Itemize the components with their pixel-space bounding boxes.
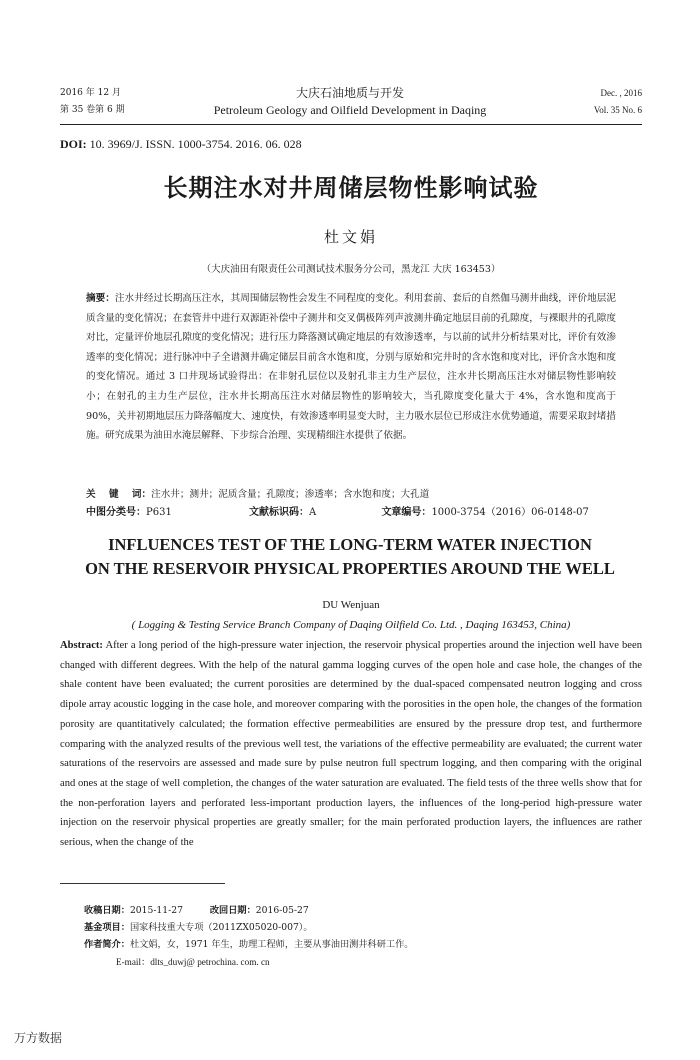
doc-code-value: A <box>309 507 317 518</box>
author-en: DU Wenjuan <box>322 599 380 611</box>
abstract-en-text: After a long period of the high-pressure water injection, the reservoir physical properties around the injection well have been changed with different degrees. With the help of the natural gamma logging curves of the open hole and case hole, the changes of the shale content have been evaluated; the current porosities are determined by the dual-spaced compensated neutron logging and cross dipole array acoustic logging in the case hole, and moreover comparing with the porosities in the open hole, the changes of the formation porosity are quantitatively calculated; the formation effective permeabilities are ensured by the pressure drop test, and furthermore comparing with the analyzed results of the previous well test, the variations of the effective permeability are evaluated; the current water saturations of the reservoirs are assessed and made sure by pulse neutron full spectrum logging, and then comparing with the original and ones at the stage of well completion, the changes of the water saturation are evaluated. The field tests of the three wells show that for the non-perforation layers and perforated less-important production layers, the influences of the long-period high-pressure water injection on the reservoir physical properties are greatly smaller; for the main perforated production layers, the influences are rather serious, when the change of the <box>60 640 642 849</box>
abstract-en <box>60 636 642 853</box>
received-label: 收稿日期： <box>84 905 130 916</box>
revised-value: 2016-05-27 <box>255 905 309 916</box>
author-bio-value: 杜文娟，女，1971 年生，助理工程师，主要从事油田测井科研工作。 <box>129 939 414 950</box>
header-volume-cn: 第 35 卷第 6 期 <box>60 105 125 115</box>
received-value: 2015-11-27 <box>129 905 183 916</box>
header-journal-cn: 大庆石油地质与开发 <box>295 86 404 100</box>
footnote-email: E-mail：dlts_duwj@ petrochina. com. cn <box>116 957 270 967</box>
fund-value: 国家科技重大专项（2011ZX05020-007）。 <box>129 922 313 933</box>
footnote-dates <box>84 903 624 920</box>
abstract-cn <box>86 289 616 446</box>
footnote-rule <box>60 883 225 884</box>
keywords-cn-label: 关 键 词： <box>86 489 152 500</box>
footnote-author <box>84 937 624 954</box>
title-en-line1: INFLUENCES TEST OF THE LONG-TERM WATER INJECTION <box>108 535 592 554</box>
affiliation-en: ( Logging & Testing Service Branch Company of Daqing Oilfield Co. Ltd. , Daqing 163453, China) <box>131 619 571 631</box>
keywords-cn-text: 注水井；测井；泥质含量；孔隙度；渗透率；含水饱和度；大孔道 <box>151 489 430 500</box>
header-rule <box>60 124 642 125</box>
header-journal-en: Petroleum Geology and Oilfield Development in Daqing <box>213 103 487 117</box>
author-bio-label: 作者简介： <box>84 939 130 950</box>
header-volume-en: Vol. 35 No. 6 <box>593 105 642 115</box>
title-en-line2: ON THE RESERVOIR PHYSICAL PROPERTIES AROUND THE WELL <box>85 559 615 578</box>
header-date-en: Dec. , 2016 <box>600 88 642 98</box>
keywords-cn <box>86 485 616 505</box>
footnote-fund <box>84 920 624 937</box>
affiliation-cn: （大庆油田有限责任公司测试技术服务分公司，黑龙江 大庆 163453） <box>201 264 501 275</box>
author-cn: 杜文娟 <box>323 228 378 246</box>
article-no-value: 1000-3754（2016）06-0148-07 <box>431 507 589 518</box>
doi-value: 10. 3969/J. ISSN. 1000-3754. 2016. 06. 028 <box>89 137 302 151</box>
clc-value: P631 <box>146 507 172 518</box>
doi-label: DOI <box>60 137 83 151</box>
watermark: 万方数据 <box>14 1031 63 1045</box>
article-no-label: 文章编号： <box>381 507 432 518</box>
abstract-cn-label: 摘要： <box>86 293 115 304</box>
revised-label: 改回日期： <box>209 905 256 916</box>
header-date-cn: 2016 年 12 月 <box>60 88 121 98</box>
abstract-en-label: Abstract: <box>60 640 103 651</box>
fund-label: 基金项目： <box>84 922 130 933</box>
classification-line <box>86 504 616 522</box>
abstract-cn-text: 注水井经过长期高压注水，其周围储层物性会发生不同程度的变化。利用套前、套后的自然伽马测井曲线，评价地层泥质含量的变化情况；在套管井中进行双源距补偿中子测井和交叉偶极阵列声波测井确定地层目前的孔隙度，与裸眼井的孔隙度对比，定量评价地层孔隙度的变化情况；进行压力降落测试确定地层的有效渗透率，与以前的试井分析结果对比，评价有效渗透率的变化情况；进行脉冲中子全谱测井确定储层目前含水饱和度，分别与原始和完井时的含水饱和度对比，评价含水饱和度的变化情况。通过 3 口井现场试验得出：在非射孔层位以及射孔非主力生产层位，注水井长期高压注水对储层物性影响较小；在射孔的主力生产层位，注水井长期高压注水对储层物性的影响较大，当孔隙度变化量大于 4%，含水饱和度高于 90%，关井初期地层压力降落幅度大、速度快，有效渗透率明显变大时，主力吸水层位已形成注水优势通道，需要采取封堵措施。研究成果为油田水淹层解释、下步综合治理、实现精细注水提供了依据。 <box>86 293 617 442</box>
doc-code-label: 文献标识码： <box>249 507 310 518</box>
title-cn: 长期注水对井周储层物性影响试验 <box>163 174 539 202</box>
doi-line: DOI: 10. 3969/J. ISSN. 1000-3754. 2016. 06. 028 <box>60 137 302 151</box>
clc-label: 中图分类号： <box>86 507 146 518</box>
title-en <box>40 533 660 581</box>
